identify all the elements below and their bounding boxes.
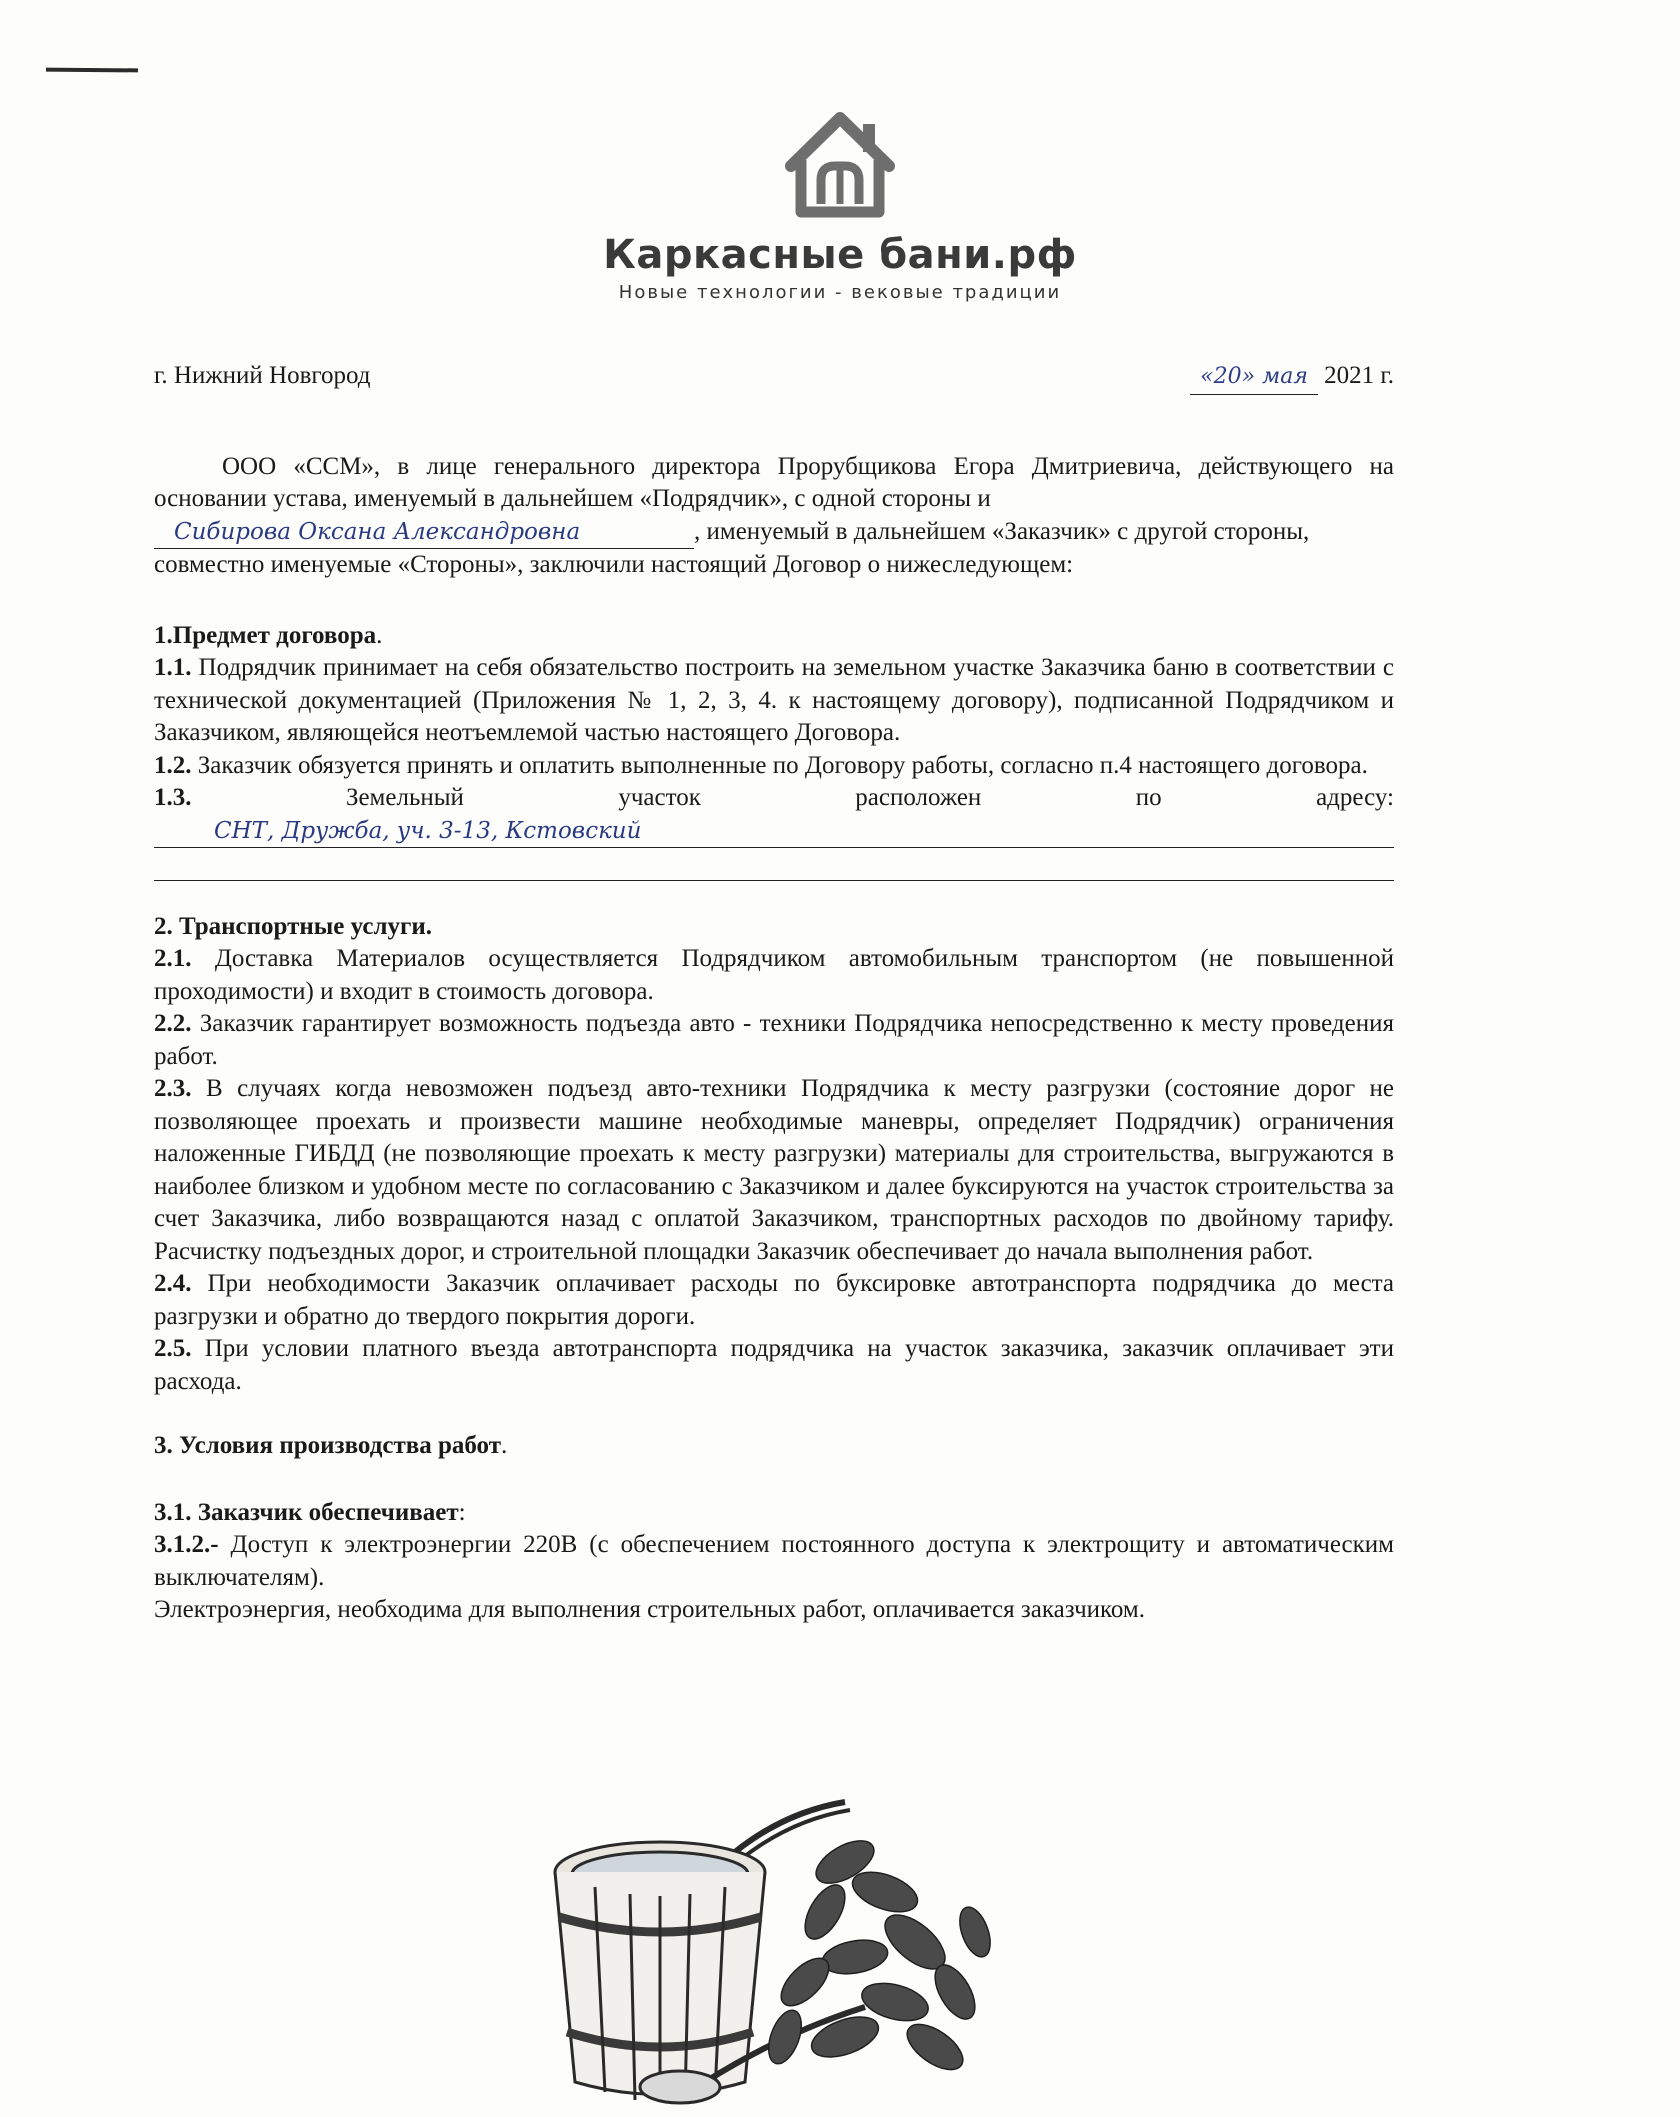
clause-text: При необходимости Заказчик оплачивает расходы по буксировке автотранспорта подрядчика до места разгрузки и обратно до твердого покрытия дороги. <box>154 1270 1394 1330</box>
section3-subtitle-colon: : <box>458 1498 466 1526</box>
clause-word: участок <box>618 784 701 811</box>
clause-word: расположен <box>855 784 982 811</box>
section1-title-dot: . <box>376 621 383 649</box>
clause-number: 2.2. <box>154 1010 192 1037</box>
brand-name: Каркасные бани.рф <box>603 232 1077 278</box>
clause-2-3 <box>154 1073 1394 1268</box>
section2-title: 2. Транспортные услуги. <box>154 912 433 940</box>
header-row <box>154 360 1394 395</box>
clause-number: 2.3. <box>154 1075 192 1102</box>
clause-number: 3.1.2.- <box>154 1531 219 1558</box>
section1-title-text: 1.Предмет договора <box>154 621 377 649</box>
clause-text: Доступ к электроэнергии 220В (с обеспечением постоянного доступа к электрощиту и автоматическим выключателям). <box>154 1531 1394 1591</box>
clause-text: В случаях когда невозможен подъезд авто-техники Подрядчика к месту разгрузки (состояние дорог не позволяющее проехать и произвести машине необходимые маневры, определяет Подрядчик) ограничения наложенные ГИБДД (не позволяющие проехать к месту разгрузки) материалы для строительства, выгружаются в наиболее близком и удобном месте по согласованию с Заказчиком и далее буксируются на участок строительства за счет Заказчика, либо возвращаются назад с оплатой Заказчиком, транспортных расходов по двойному тарифу. Расчистку подъездных дорог, и строительной площадки Заказчик обеспечивает до начала выполнения работ. <box>154 1075 1394 1265</box>
house-icon <box>775 108 905 220</box>
clause-number: 1.2. <box>154 751 192 779</box>
section3-title-dot: . <box>501 1432 508 1459</box>
customer-name-handwritten: Сибирова Оксана Александровна <box>154 516 694 550</box>
clause-1-1 <box>154 652 1394 750</box>
clause-text: Доставка Материалов осуществляется Подрядчиком автомобильным транспортом (не повышенной проходимости) и входит в стоимость договора. <box>154 945 1394 1005</box>
section1-title <box>154 620 1394 653</box>
intro-paragraph <box>154 451 1394 516</box>
brand-tagline: Новые технологии - вековые традиции <box>618 282 1062 303</box>
clause-number: 2.5. <box>154 1335 192 1362</box>
clause-word: Земельный <box>345 784 464 811</box>
contract-date <box>1190 360 1394 395</box>
section3-title <box>154 1430 1394 1463</box>
clause-number: 2.1. <box>154 945 192 972</box>
clause-1-3 <box>154 782 1394 815</box>
clause-word: адресу: <box>1316 784 1394 811</box>
clause-2-1 <box>154 943 1394 1008</box>
intro-line2: , именуемый в дальнейшем «Заказчик» с другой стороны, <box>694 517 1310 545</box>
clause-number: 2.4. <box>154 1270 192 1297</box>
intro-customer-line <box>154 516 1394 550</box>
bath-illustration <box>545 1782 1025 2117</box>
clause-2-4 <box>154 1268 1394 1333</box>
section3-title-text: 3. Условия производства работ <box>154 1432 501 1459</box>
clause-3-1-2 <box>154 1529 1394 1594</box>
section3-subtitle <box>154 1497 1394 1530</box>
scan-artifact-mark <box>46 68 138 73</box>
bath-bucket-broom-icon <box>545 1782 1025 2112</box>
clause-text: Подрядчик принимает на себя обязательство построить на земельном участке Заказчика баню в соответствии с технической документацией (Приложения № 1, 2, 3, 4. к настоящему договору), подписанной Подрядчиком и Заказчиком, являющейся неотъемлемой частью настоящего Договора. <box>154 654 1394 746</box>
contract-body <box>154 360 1394 1627</box>
clause-number: 1.1. <box>154 654 192 681</box>
city: г. Нижний Новгород <box>154 362 371 389</box>
address-handwritten: СНТ, Дружба, уч. 3-13, Кстовский <box>154 815 1394 848</box>
clause-2-5 <box>154 1333 1394 1398</box>
clause-number: 1.3. <box>154 784 192 811</box>
clause-2-2 <box>154 1008 1394 1073</box>
clause-word: по <box>1135 784 1162 811</box>
clause-1-2 <box>154 750 1394 783</box>
brand-logo <box>0 108 1680 303</box>
clause-text: Заказчик обязуется принять и оплатить выполненные по Договору работы, согласно п.4 настоящего договора. <box>191 751 1368 779</box>
intro-closing <box>154 549 1394 582</box>
date-year: 2021 г. <box>1324 362 1394 389</box>
clause-text: При условии платного въезда автотранспорта подрядчика на участок заказчика, заказчик оплачивает эти расхода. <box>154 1335 1394 1395</box>
intro-line3: совместно именуемые «Стороны», заключили настоящий Договор о нижеследующем: <box>154 551 1074 578</box>
section3-subtitle-text: 3.1. Заказчик обеспечивает <box>154 1498 459 1526</box>
date-handwritten: «20» мая <box>1190 361 1318 395</box>
intro-line1: ООО «ССМ», в лице генерального директора Прорубщикова Егора Дмитриевича, действующего на основании устава, именуемый в дальнейшем «Подрядчик», с одной стороны и <box>154 452 1394 512</box>
address-blank-line <box>154 848 1394 881</box>
clause-text: Заказчик гарантирует возможность подъезда авто - техники Подрядчика непосредственно к месту проведения работ. <box>154 1010 1394 1070</box>
electricity-note: Электроэнергия, необходима для выполнения строительных работ, оплачивается заказчиком. <box>154 1596 1145 1623</box>
